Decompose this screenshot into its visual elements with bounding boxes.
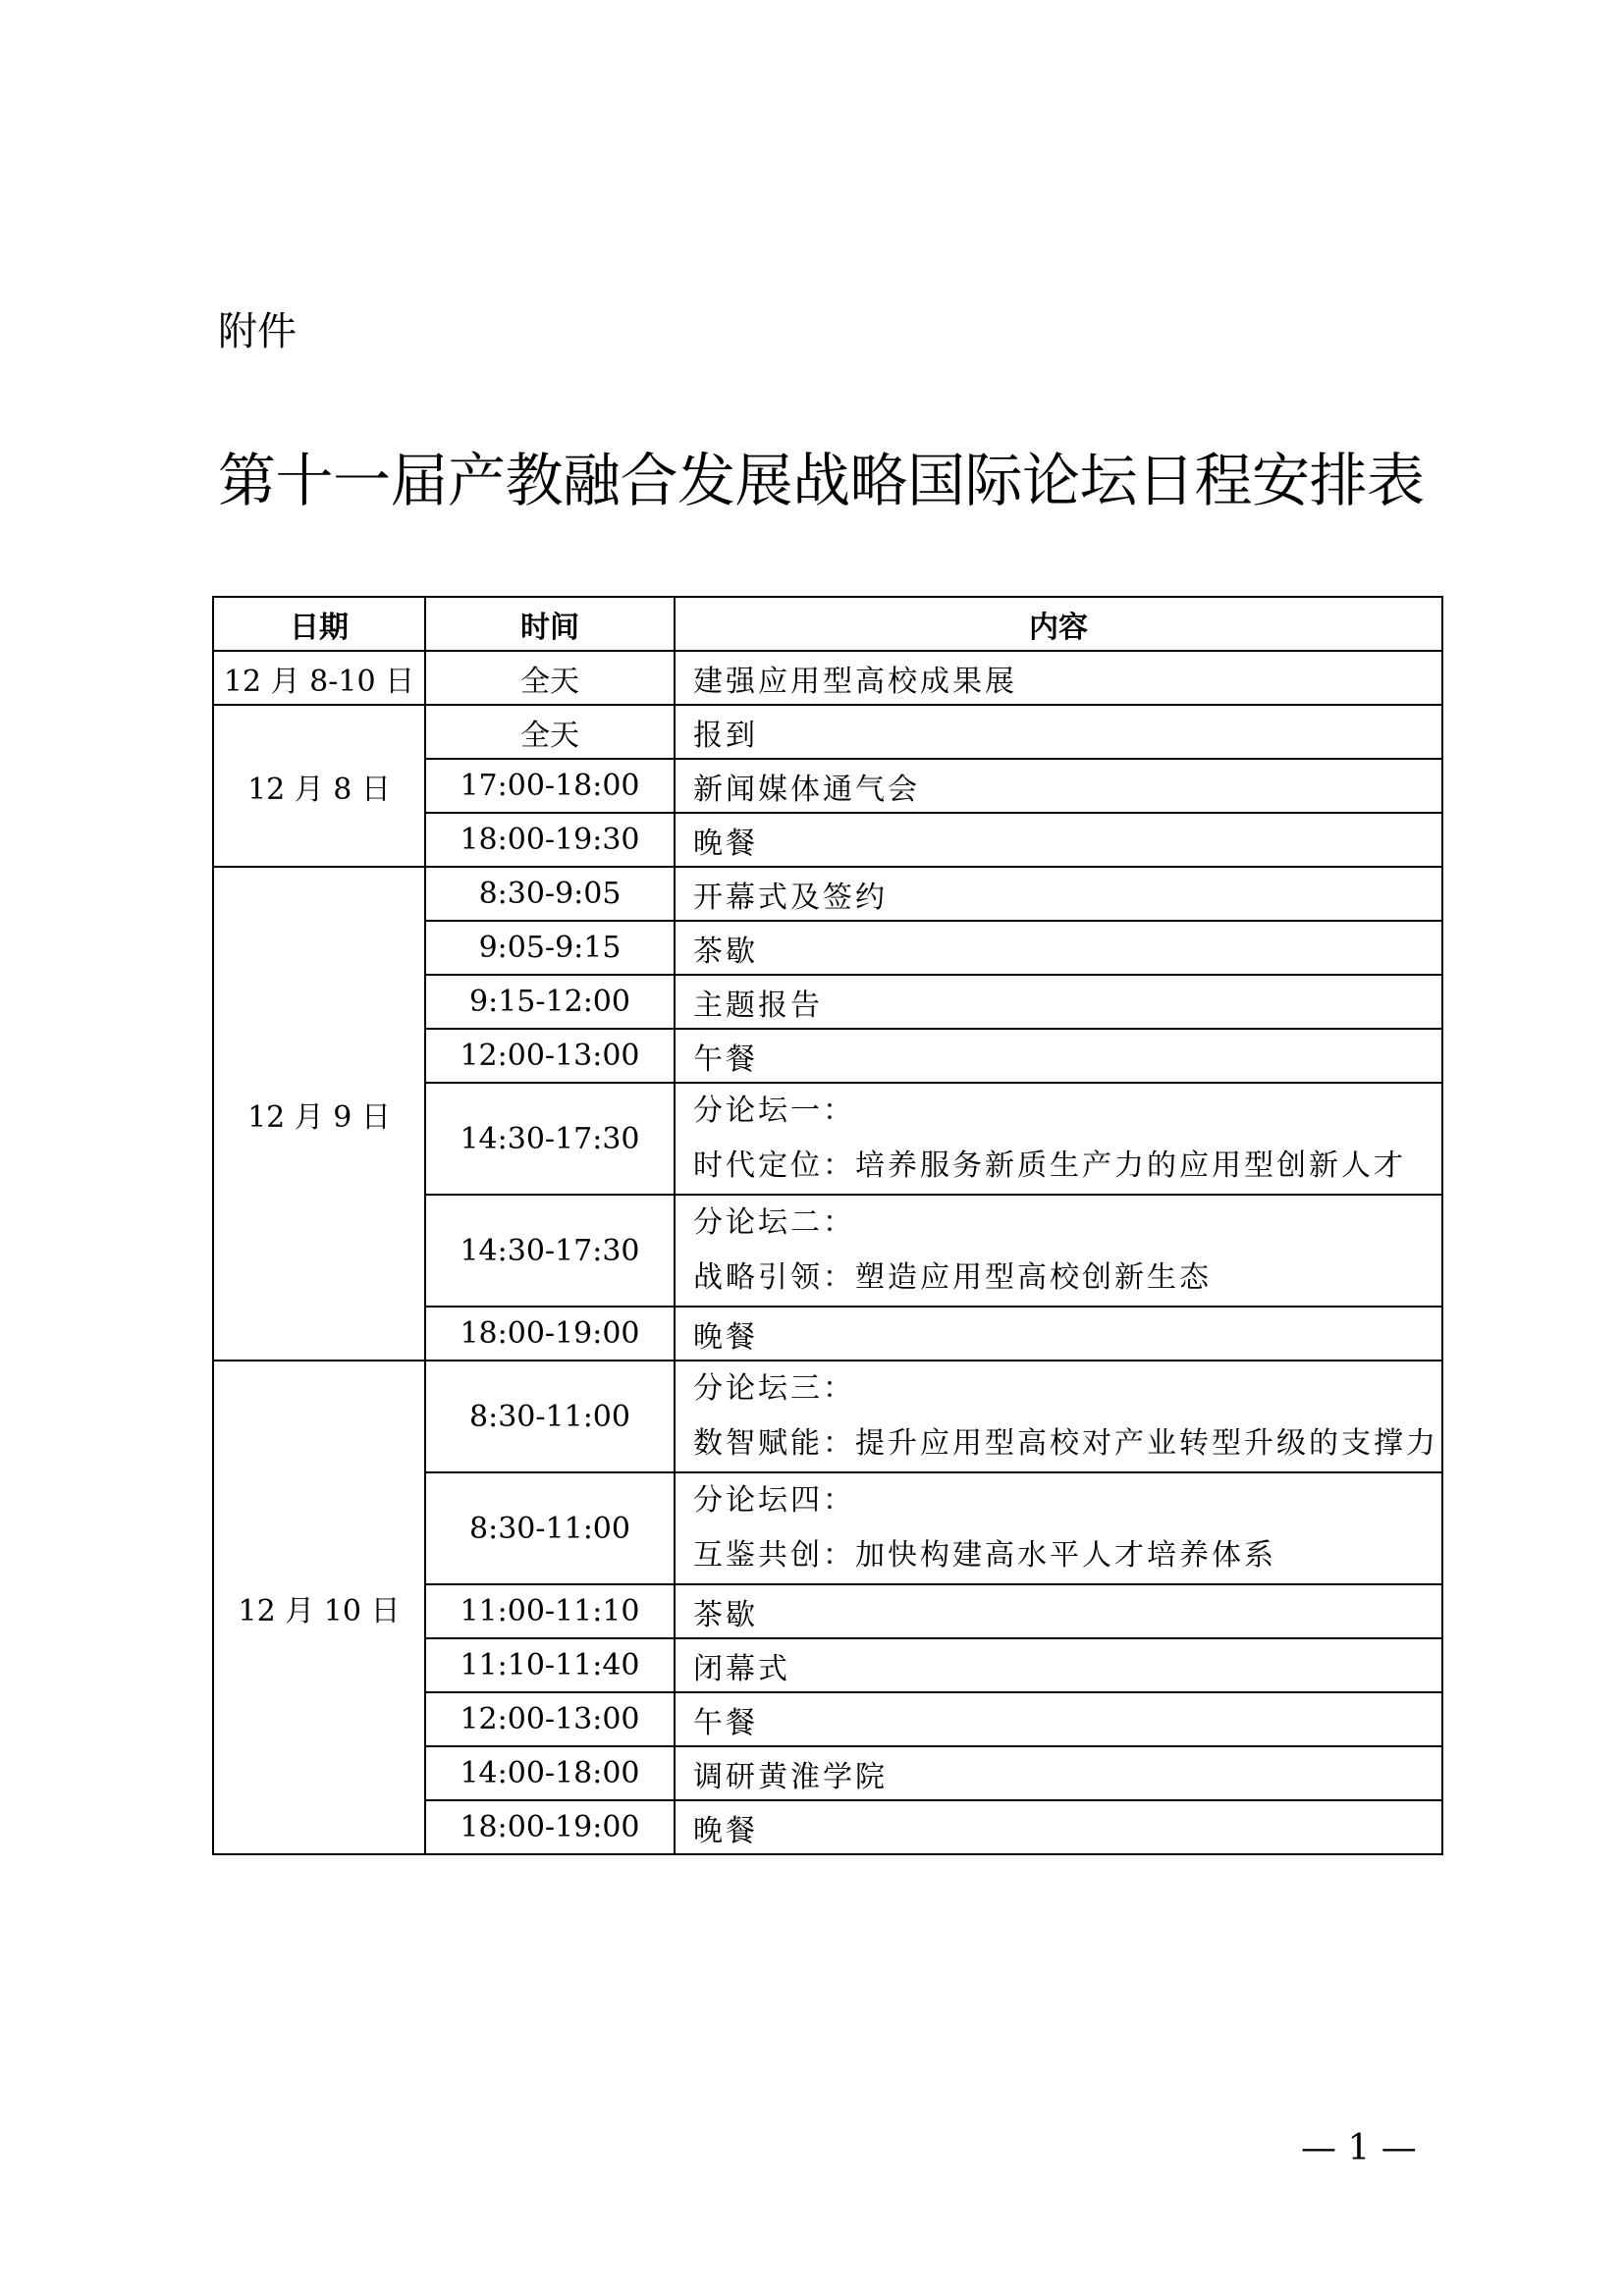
content-cell	[675, 651, 1442, 705]
time-cell: 18:00-19:00	[425, 1307, 675, 1361]
time-cell: 14:00-18:00	[425, 1746, 675, 1800]
document-title: 第十一届产教融合发展战略国际论坛日程安排表	[218, 447, 1425, 514]
schedule-table	[212, 596, 1443, 1855]
content-cell	[675, 1472, 1442, 1584]
time-cell: 9:15-12:00	[425, 975, 675, 1029]
time-cell: 8:30-11:00	[425, 1361, 675, 1472]
content-cell	[675, 975, 1442, 1029]
content-line: 建强应用型高校成果展	[693, 664, 1017, 699]
content-cell	[675, 1361, 1442, 1472]
content-cell	[675, 1692, 1442, 1746]
date-cell: 12 月 9 日	[213, 867, 425, 1361]
content-line: 茶歇	[693, 1597, 758, 1632]
date-cell: 12 月 10 日	[213, 1361, 425, 1854]
content-cell	[675, 867, 1442, 921]
content-cell	[675, 921, 1442, 975]
table-row	[213, 867, 1442, 921]
time-cell: 12:00-13:00	[425, 1692, 675, 1746]
content-line: 战略引领：塑造应用型高校创新生态	[693, 1260, 1212, 1295]
content-cell	[675, 1746, 1442, 1800]
content-line: 午餐	[693, 1041, 758, 1077]
content-cell	[675, 1584, 1442, 1638]
time-cell: 9:05-9:15	[425, 921, 675, 975]
header-date: 日期	[213, 597, 425, 651]
attachment-label: 附件	[218, 309, 297, 354]
content-line: 分论坛四：	[693, 1483, 855, 1518]
content-cell	[675, 1800, 1442, 1854]
content-cell	[675, 813, 1442, 867]
content-line: 茶歇	[693, 934, 758, 969]
time-cell: 18:00-19:30	[425, 813, 675, 867]
content-line: 分论坛一：	[693, 1094, 855, 1128]
time-cell: 14:30-17:30	[425, 1195, 675, 1307]
time-cell: 全天	[425, 651, 675, 705]
time-cell: 8:30-11:00	[425, 1472, 675, 1584]
content-cell	[675, 1195, 1442, 1307]
content-line: 晚餐	[693, 1813, 758, 1848]
header-time: 时间	[425, 597, 675, 651]
time-cell: 全天	[425, 705, 675, 759]
time-cell: 12:00-13:00	[425, 1029, 675, 1083]
page-number: — 1 —	[1301, 2128, 1417, 2168]
content-cell	[675, 1029, 1442, 1083]
content-line: 主题报告	[693, 988, 823, 1023]
date-cell: 12 月 8 日	[213, 705, 425, 867]
table-row	[213, 1361, 1442, 1472]
content-line: 新闻媒体通气会	[693, 772, 920, 807]
content-line: 分论坛二：	[693, 1205, 855, 1240]
table-row	[213, 651, 1442, 705]
content-line: 晚餐	[693, 1319, 758, 1355]
content-cell	[675, 1083, 1442, 1195]
time-cell: 17:00-18:00	[425, 759, 675, 813]
content-line: 闭幕式	[693, 1651, 790, 1686]
content-line: 互鉴共创：加快构建高水平人才培养体系	[693, 1538, 1276, 1573]
time-cell: 14:30-17:30	[425, 1083, 675, 1195]
header-content: 内容	[675, 597, 1442, 651]
content-cell	[675, 1307, 1442, 1361]
content-line: 调研黄淮学院	[693, 1759, 888, 1794]
time-cell: 8:30-9:05	[425, 867, 675, 921]
content-line: 午餐	[693, 1705, 758, 1740]
time-cell: 11:00-11:10	[425, 1584, 675, 1638]
schedule-body	[213, 651, 1442, 1854]
content-line: 时代定位：培养服务新质生产力的应用型创新人才	[693, 1148, 1406, 1183]
time-cell: 11:10-11:40	[425, 1638, 675, 1692]
date-cell: 12 月 8-10 日	[213, 651, 425, 705]
table-header-row	[213, 597, 1442, 651]
content-cell	[675, 1638, 1442, 1692]
content-line: 晚餐	[693, 826, 758, 861]
content-line: 数智赋能：提升应用型高校对产业转型升级的支撑力	[693, 1426, 1438, 1461]
content-cell	[675, 705, 1442, 759]
content-line: 开幕式及签约	[693, 880, 888, 915]
content-line: 报到	[693, 718, 758, 753]
table-row	[213, 705, 1442, 759]
time-cell: 18:00-19:00	[425, 1800, 675, 1854]
content-line: 分论坛三：	[693, 1371, 855, 1406]
content-cell	[675, 759, 1442, 813]
